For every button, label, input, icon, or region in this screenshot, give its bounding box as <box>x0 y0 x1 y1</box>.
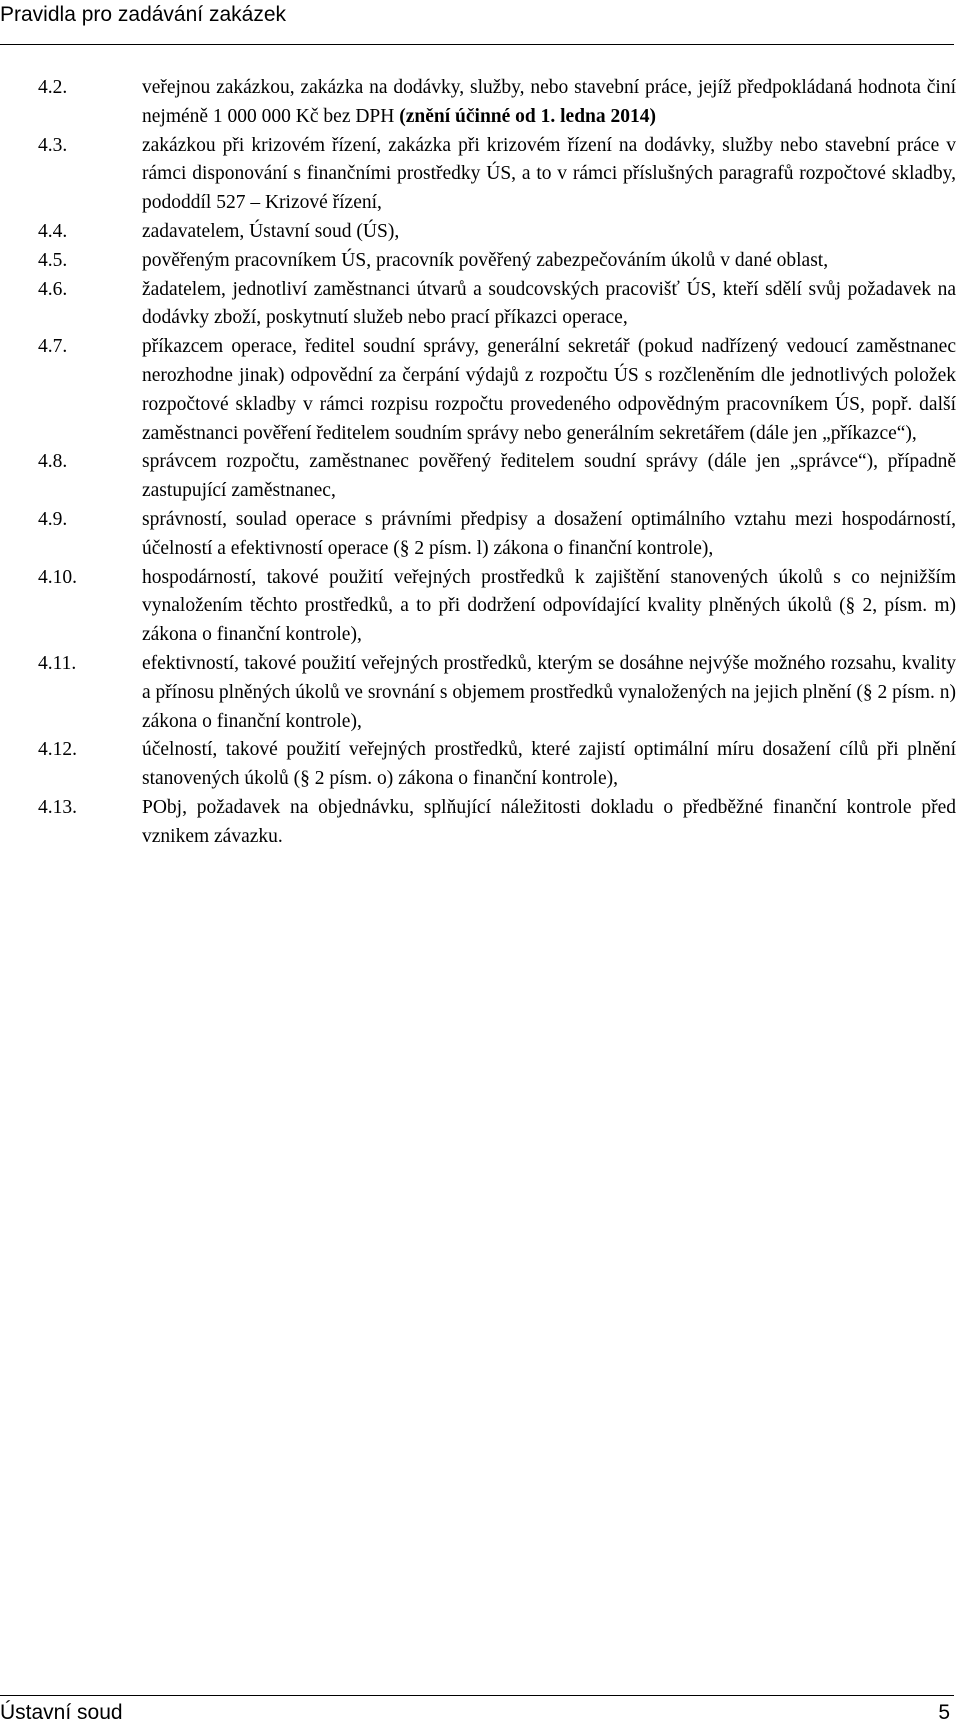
item-number: 4.2. <box>38 77 68 98</box>
item-number: 4.3. <box>38 134 68 156</box>
page-header <box>0 0 960 48</box>
list-item <box>38 650 956 736</box>
item-text: správností, soulad operace s právními předpisy a dosažení optimálního vztahu mezi hospodárností, účelností a efektivností operace (§ 2 písm. l) zákona o finanční kontrole), <box>142 508 956 559</box>
list-item <box>38 736 956 794</box>
item-text: správcem rozpočtu, zaměstnanec pověřený ředitelem soudní správy (dále jen „správce“), případně zastupující zaměstnanec, <box>142 451 956 502</box>
footer-court-name: Ústavní soud <box>0 1701 123 1724</box>
list-item <box>38 218 956 247</box>
item-number: 4.7. <box>38 336 68 358</box>
list-item <box>38 564 956 650</box>
item-number: 4.12. <box>38 739 77 761</box>
item-text-emphasis: (znění účinné od 1. ledna 2014) <box>399 105 657 127</box>
item-number: 4.6. <box>38 278 68 300</box>
item-text: zakázkou při krizovém řízení, zakázka při krizovém řízení na dodávky, služby nebo stavební práce v rámci disponování s finančními prostředky ÚS, a to v rámci příslušných paragrafů rozpočtové skladby, pododdíl 527 – Krizové řízení, <box>142 134 956 214</box>
item-text <box>142 74 956 132</box>
item-text: PObj, požadavek na objednávku, splňující náležitosti dokladu o předběžné finanční kontrole před vznikem závazku. <box>142 796 956 847</box>
list-item <box>38 794 956 852</box>
item-text: pověřeným pracovníkem ÚS, pracovník pověřený zabezpečováním úkolů v dané oblast, <box>142 249 829 271</box>
item-number: 4.4. <box>38 220 68 242</box>
item-text: příkazcem operace, ředitel soudní správy, generální sekretář (pokud nadřízený vedoucí zaměstnanec nerozhodne jinak) odpovědní za čerpání výdajů z rozpočtu ÚS s rozčleněním dle jednotlivých položek rozpočtové skladby v rámci rozpisu rozpočtu provedeného odpovědným pracovníkem ÚS, popř. další zaměstnanci pověření ředitelem soudním správy nebo generálním sekretářem (dále jen „příkazce“), <box>142 336 956 444</box>
page-number: 5 <box>938 1701 950 1724</box>
item-text: žadatelem, jednotliví zaměstnanci útvarů a soudcovských pracovišť ÚS, kteří sdělí svůj požadavek na dodávky zboží, poskytnutí služeb nebo prací příkazci operace, <box>142 278 956 329</box>
list-item <box>38 506 956 564</box>
item-text: hospodárností, takové použití veřejných prostředků k zajištění stanovených úkolů s co nejnižším vynaložením těchto prostředků, a to při dodržení odpovídající kvality plněných úkolů (§ 2, písm. m) zákona o finanční kontrole), <box>142 566 956 646</box>
list-item <box>38 132 956 218</box>
item-number: 4.9. <box>38 508 68 530</box>
page-footer <box>0 1692 960 1730</box>
header-divider <box>0 44 954 45</box>
list-item <box>38 276 956 334</box>
item-number: 4.8. <box>38 451 68 473</box>
item-number: 4.10. <box>38 566 77 588</box>
footer-divider <box>0 1695 954 1696</box>
item-text: zadavatelem, Ústavní soud (ÚS), <box>142 220 400 242</box>
list-item <box>38 333 956 448</box>
item-text-body: veřejnou zakázkou, zakázka na dodávky, služby, nebo stavební práce, jejíž předpokládaná hodnota činí nejméně 1 000 000 Kč bez DPH <box>142 77 956 127</box>
item-text: efektivností, takové použití veřejných prostředků, kterým se dosáhne nejvýše možného rozsahu, kvality a přínosu plněných úkolů ve srovnání s objemem prostředků vynaložených na jejich plnění (§ 2 písm. n) zákona o finanční kontrole), <box>142 652 956 732</box>
list-item <box>38 448 956 506</box>
item-number: 4.5. <box>38 249 68 271</box>
list-item <box>38 247 956 276</box>
list-item <box>38 74 956 132</box>
definition-list <box>38 74 956 852</box>
document-title: Pravidla pro zadávání zakázek <box>0 3 286 26</box>
item-number: 4.11. <box>38 652 77 674</box>
item-text: účelností, takové použití veřejných prostředků, které zajistí optimální míru dosažení cílů při plnění stanovených úkolů (§ 2 písm. o) zákona o finanční kontrole), <box>142 739 956 790</box>
item-number: 4.13. <box>38 796 77 818</box>
